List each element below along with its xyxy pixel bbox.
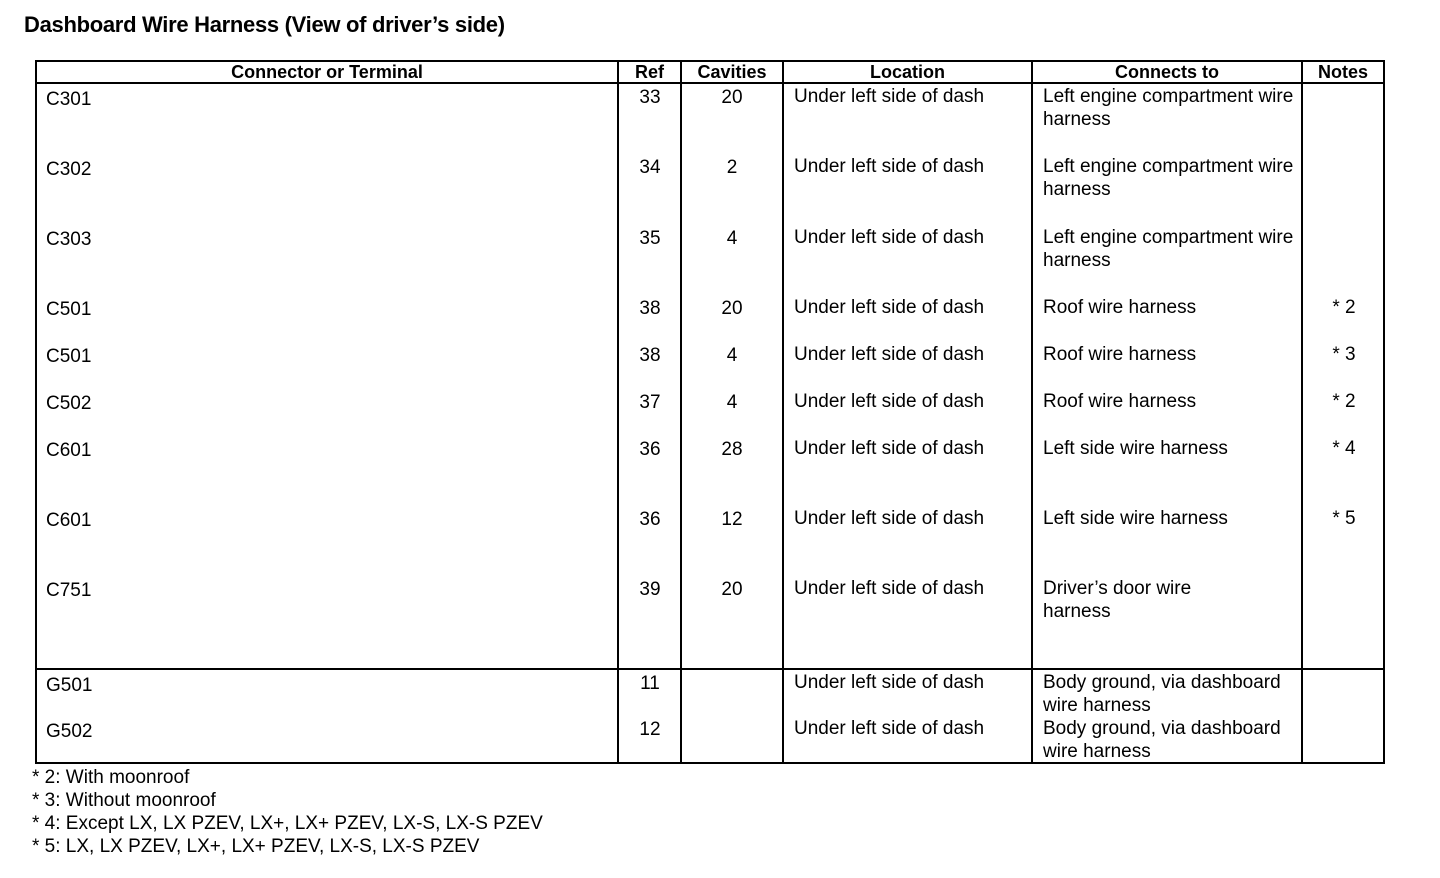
row-notes: * 2 xyxy=(1332,297,1356,318)
row-connects-to: Roof wire harness xyxy=(1043,344,1197,365)
group-divider xyxy=(35,668,1385,670)
row-ref: 39 xyxy=(639,579,661,600)
column-divider xyxy=(1301,60,1303,764)
row-notes: * 3 xyxy=(1332,344,1356,365)
header-connector: Connector or Terminal xyxy=(231,62,423,82)
footnote: * 2: With moonroof xyxy=(32,767,190,788)
header-notes: Notes xyxy=(1317,62,1368,82)
row-connector: C302 xyxy=(46,159,92,180)
row-ref: 34 xyxy=(639,157,661,178)
header-cavities: Cavities xyxy=(697,62,767,82)
row-notes: * 5 xyxy=(1332,508,1356,529)
row-cavities: 4 xyxy=(726,228,738,249)
row-location: Under left side of dash xyxy=(794,508,985,529)
row-ref: 37 xyxy=(639,392,661,413)
row-connector: C501 xyxy=(46,299,92,320)
column-divider xyxy=(1031,60,1033,764)
footnote: * 5: LX, LX PZEV, LX+, LX+ PZEV, LX-S, LX-S PZEV xyxy=(32,836,480,857)
footnote: * 4: Except LX, LX PZEV, LX+, LX+ PZEV, LX-S, LX-S PZEV xyxy=(32,813,543,834)
row-ref: 38 xyxy=(639,298,661,319)
header-connects-to: Connects to xyxy=(1114,62,1219,82)
header-location: Location xyxy=(870,62,945,82)
row-location: Under left side of dash xyxy=(794,86,985,107)
column-divider xyxy=(782,60,784,764)
row-connects-to: Left engine compartment wire harness xyxy=(1043,86,1294,130)
row-connector: G501 xyxy=(46,675,93,696)
row-location: Under left side of dash xyxy=(794,391,985,412)
row-location: Under left side of dash xyxy=(794,297,985,318)
row-connects-to: Left side wire harness xyxy=(1043,438,1228,459)
row-connector: C601 xyxy=(46,440,92,461)
row-location: Under left side of dash xyxy=(794,672,985,693)
row-connects-to: Body ground, via dashboard wire harness xyxy=(1043,718,1281,762)
row-location: Under left side of dash xyxy=(794,227,985,248)
footnote: * 3: Without moonroof xyxy=(32,790,216,811)
row-location: Under left side of dash xyxy=(794,156,985,177)
row-ref: 33 xyxy=(639,87,661,108)
row-connects-to: Driver’s door wire harness xyxy=(1043,578,1192,622)
row-cavities: 20 xyxy=(721,298,743,319)
row-connector: C601 xyxy=(46,510,92,531)
row-connects-to: Left engine compartment wire harness xyxy=(1043,156,1294,200)
row-connector: C502 xyxy=(46,393,92,414)
page-title: Dashboard Wire Harness (View of driver’s side) xyxy=(24,12,505,37)
row-cavities: 4 xyxy=(726,345,738,366)
row-connects-to: Roof wire harness xyxy=(1043,297,1197,318)
row-connects-to: Left engine compartment wire harness xyxy=(1043,227,1294,271)
row-location: Under left side of dash xyxy=(794,344,985,365)
row-cavities: 20 xyxy=(721,579,743,600)
row-ref: 12 xyxy=(639,719,661,740)
row-connector: C751 xyxy=(46,580,92,601)
row-ref: 36 xyxy=(639,509,661,530)
row-connector: C303 xyxy=(46,229,92,250)
row-notes: * 4 xyxy=(1332,438,1356,459)
row-connects-to: Roof wire harness xyxy=(1043,391,1197,412)
header-ref: Ref xyxy=(634,62,664,82)
row-connector: C301 xyxy=(46,89,92,110)
row-ref: 36 xyxy=(639,439,661,460)
row-notes: * 2 xyxy=(1332,391,1356,412)
row-connects-to: Left side wire harness xyxy=(1043,508,1228,529)
row-ref: 11 xyxy=(640,673,660,694)
row-cavities: 4 xyxy=(726,392,738,413)
row-cavities: 2 xyxy=(726,157,738,178)
row-connector: C501 xyxy=(46,346,92,367)
row-cavities: 20 xyxy=(721,87,743,108)
column-divider xyxy=(617,60,619,764)
row-cavities: 28 xyxy=(721,439,743,460)
footnotes xyxy=(32,766,543,858)
row-connector: G502 xyxy=(46,721,93,742)
row-location: Under left side of dash xyxy=(794,578,985,599)
row-ref: 38 xyxy=(639,345,661,366)
row-connects-to: Body ground, via dashboard wire harness xyxy=(1043,672,1281,716)
row-location: Under left side of dash xyxy=(794,718,985,739)
column-divider xyxy=(680,60,682,764)
row-cavities: 12 xyxy=(721,509,743,530)
row-location: Under left side of dash xyxy=(794,438,985,459)
row-ref: 35 xyxy=(639,228,661,249)
